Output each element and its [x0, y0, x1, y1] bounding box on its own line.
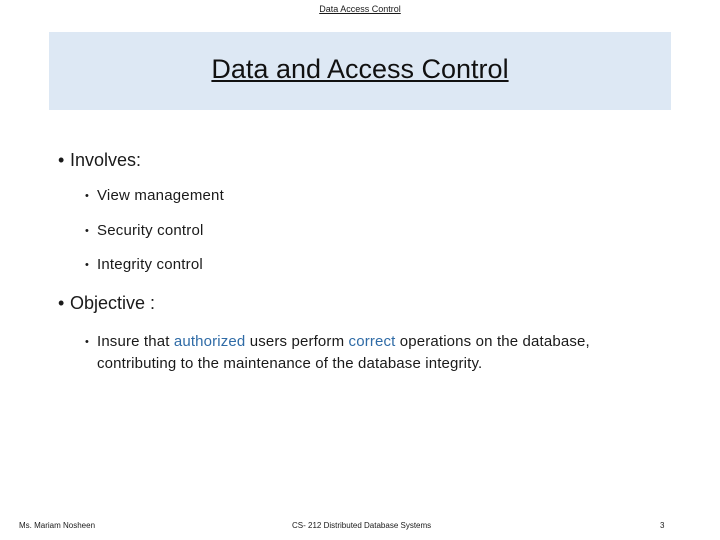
objective-paragraph [85, 331, 655, 375]
title-band [49, 32, 671, 110]
footer-page-number: 3 [660, 521, 665, 530]
involves-label: Involves: [70, 150, 142, 170]
involves-item-label: View management [97, 187, 224, 204]
running-header: Data Access Control [319, 4, 401, 14]
footer-course: CS- 212 Distributed Database Systems [292, 521, 432, 530]
list-item [85, 222, 204, 239]
footer-author: Ms. Mariam Nosheen [19, 521, 96, 530]
highlight-authorized: authorized [173, 333, 246, 350]
involves-item-label: Security control [97, 222, 204, 239]
bullet-involves [58, 150, 141, 171]
objective-text-part: Insure that [97, 333, 174, 350]
bullet-objective [58, 293, 155, 314]
bullet-dot-icon: • [58, 293, 65, 313]
objective-label: Objective : [70, 293, 156, 313]
objective-text-part: users perform [245, 333, 349, 350]
highlight-correct: correct [348, 333, 396, 350]
involves-item-label: Integrity control [97, 256, 203, 273]
bullet-dot-icon: • [85, 225, 90, 237]
bullet-dot-icon: • [85, 259, 90, 271]
bullet-dot-icon: • [85, 190, 90, 202]
objective-text [85, 331, 655, 375]
list-item [85, 256, 203, 273]
bullet-dot-icon: • [85, 336, 90, 348]
bullet-dot-icon: • [58, 150, 65, 170]
list-item [85, 187, 224, 204]
slide-title: Data and Access Control [211, 54, 509, 84]
objective-text-part: operations on the database, contributing to the maintenance of the database integrity. [97, 333, 590, 372]
